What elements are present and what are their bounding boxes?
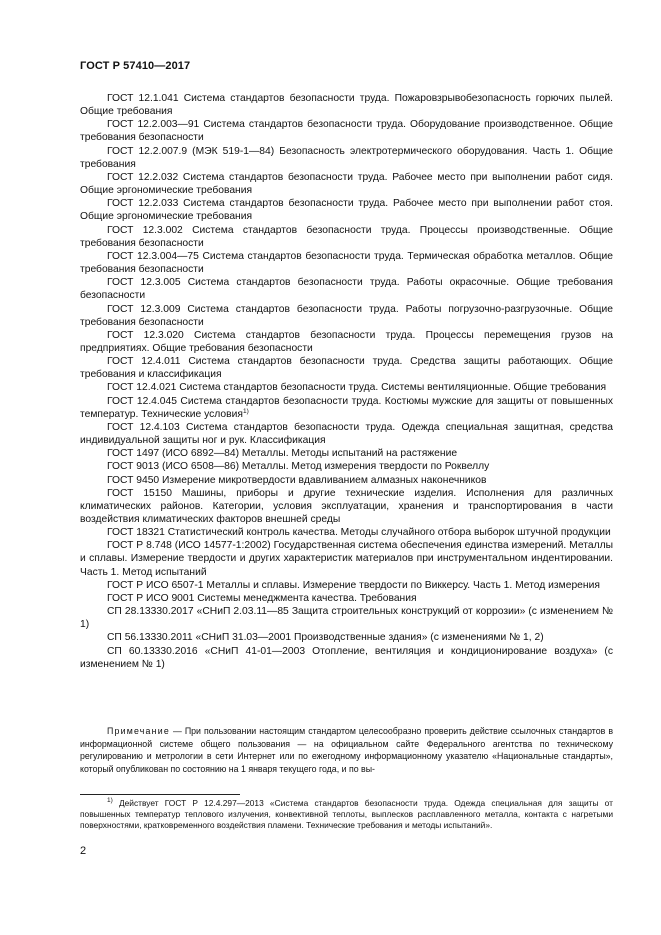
page-number: 2: [80, 845, 87, 857]
reference-item: ГОСТ 18321 Статистический контроль качества. Методы случайного отбора выборок штучной продукции: [107, 527, 611, 539]
reference-item: ГОСТ 1497 (ИСО 6892—84) Металлы. Методы испытаний на растяжение: [107, 448, 458, 460]
reference-item: ГОСТ 12.2.007.9 (МЭК 519-1—84) Безопасность электротермического оборудования. Часть 1. Общие требования: [80, 145, 613, 170]
note-paragraph: [80, 725, 613, 775]
reference-item: СП 56.13330.2011 «СНиП 31.03—2001 Производственные здания» (с изменениями № 1, 2): [107, 632, 544, 644]
reference-item: ГОСТ 9013 (ИСО 6508—86) Металлы. Метод измерения твердости по Роквеллу: [107, 461, 490, 473]
reference-item: ГОСТ Р ИСО 9001 Системы менеджмента качества. Требования: [107, 592, 417, 604]
reference-item: ГОСТ 12.3.004—75 Система стандартов безопасности труда. Термическая обработка металлов. Общие требования безопасности: [80, 250, 613, 276]
footnote-paragraph: [80, 798, 613, 832]
reference-item: ГОСТ 15150 Машины, приборы и другие технические изделия. Исполнения для различных климатических районов. Категории, условия эксплуатации, хранения и транспортирования в части воздействия климатических факторов внешней среды: [80, 487, 613, 525]
footnote-marker: 1): [107, 797, 113, 804]
footnote-ref: 1): [242, 407, 249, 415]
footnote-text: Действует ГОСТ Р 12.4.297—2013 «Система стандартов безопасности труда. Одежда специальная для защиты от повышенных температур теплового излучения, конвективной теплоты, выплесков расплавленного металла, контакта с нагретыми поверхностями, кратковременного воздействия пламени. Технические требования и методы испытаний».: [80, 798, 613, 831]
footnote-divider: [80, 794, 240, 795]
reference-item: ГОСТ 12.4.021 Система стандартов безопасности труда. Системы вентиляционные. Общие требования: [107, 382, 607, 394]
reference-item: ГОСТ Р 8.748 (ИСО 14577-1:2002) Государственная система обеспечения единства измерений. Металлы и сплавы. Измерение твердости и других характеристик материалов при инструментальном индентировании. Часть 1. Метод испытаний: [80, 540, 613, 578]
reference-item: ГОСТ 12.4.011 Система стандартов безопасности труда. Средства защиты работающих. Общие требования и классификация: [80, 356, 613, 381]
reference-item: ГОСТ 12.2.032 Система стандартов безопасности труда. Рабочее место при выполнении работ сидя. Общие эргономические требования: [80, 171, 613, 197]
reference-item: ГОСТ 12.3.009 Система стандартов безопасности труда. Работы погрузочно-разгрузочные. Общие требования безопасности: [80, 303, 613, 328]
reference-item-with-footnote: [80, 395, 613, 421]
reference-text: ГОСТ 12.4.045 Система стандартов безопасности труда. Костюмы мужские для защиты от повышенных температур. Технические условия: [80, 395, 613, 420]
reference-item: ГОСТ 12.2.003—91 Система стандартов безопасности труда. Оборудование производственное. Общие требования безопасности: [80, 119, 613, 144]
reference-item: СП 28.13330.2017 «СНиП 2.03.11—85 Защита строительных конструкций от коррозии» (с изменением № 1): [80, 606, 613, 631]
note-label: Примечание: [107, 726, 170, 736]
reference-item: ГОСТ 12.3.005 Система стандартов безопасности труда. Работы окрасочные. Общие требования безопасности: [80, 277, 613, 302]
reference-item: ГОСТ 12.3.020 Система стандартов безопасности труда. Процессы перемещения грузов на предприятиях. Общие требования безопасности: [80, 329, 613, 354]
reference-item: ГОСТ 9450 Измерение микротвердости вдавливанием алмазных наконечников: [107, 474, 487, 486]
note-text: — При пользовании настоящим стандартом целесообразно проверить действие ссылочных стандартов в информационной системе общего пользования — на официальном сайте Федерального агентства по техническому регулированию и метрологии в сети Интернет или по ежегодному информационному указателю «Национальные стандарты», который опубликован по состоянию на 1 января текущего года, и по вы-: [80, 726, 613, 774]
reference-item: ГОСТ 12.4.103 Система стандартов безопасности труда. Одежда специальная защитная, средства индивидуальной защиты ног и рук. Классификация: [80, 421, 613, 447]
reference-item: ГОСТ Р ИСО 6507-1 Металлы и сплавы. Измерение твердости по Виккерсу. Часть 1. Метод измерения: [107, 579, 600, 591]
reference-item: ГОСТ 12.1.041 Система стандартов безопасности труда. Пожаровзрывобезопасность горючих пылей. Общие требования: [80, 93, 613, 118]
document-header: ГОСТ Р 57410—2017: [80, 60, 191, 72]
footnote: [80, 798, 613, 832]
normative-references: [80, 92, 613, 671]
note-block: [80, 725, 613, 775]
reference-item: ГОСТ 12.3.002 Система стандартов безопасности труда. Процессы производственные. Общие требования безопасности: [80, 224, 613, 249]
reference-item: ГОСТ 12.2.033 Система стандартов безопасности труда. Рабочее место при выполнении работ стоя. Общие эргономические требования: [80, 198, 613, 223]
reference-item: СП 60.13330.2016 «СНиП 41-01—2003 Отопление, вентиляция и кондиционирование воздуха» (с изменением № 1): [80, 645, 613, 670]
